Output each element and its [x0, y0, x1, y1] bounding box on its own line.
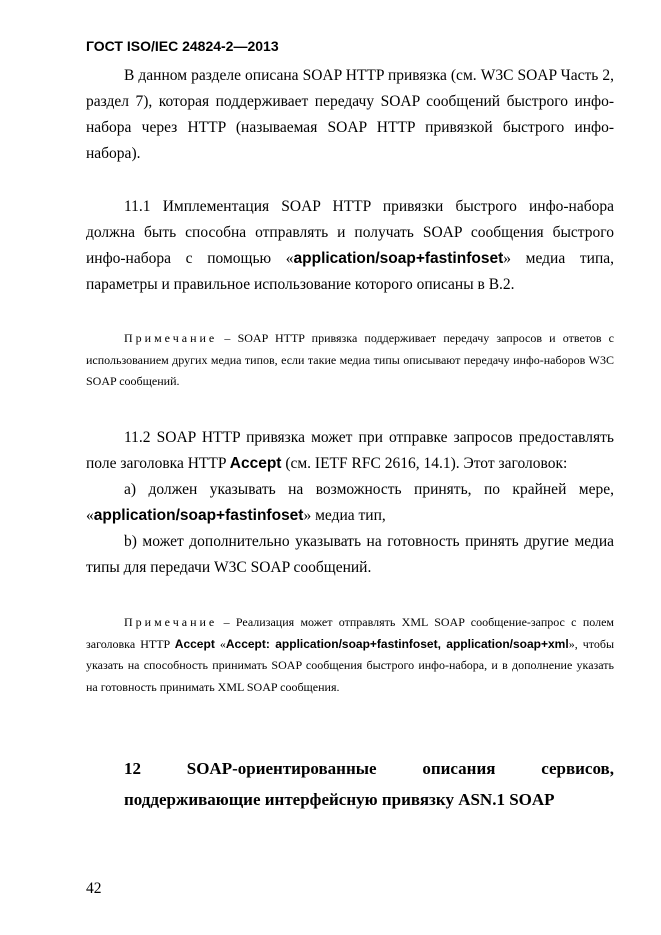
- note-1-text: [86, 328, 614, 393]
- clause-11-1: [86, 194, 614, 298]
- intro-text: В данном разделе описана SOAP HTTP привязка (см. W3C SOAP Часть 2, раздел 7), которая поддерживает передачу SOAP сообщений быстрого инфо-набора через HTTP (называемая SOAP HTTP привязкой быстрого инфо-набора).: [86, 67, 614, 162]
- section-12-word2: описания: [422, 759, 496, 778]
- item-a-mime: application/soap+fastinfoset: [93, 507, 304, 524]
- clause-11-2-item-a: [86, 477, 614, 529]
- clause-11-2-part2: (см. IETF RFC 2616, 14.1). Этот заголовок:: [281, 455, 568, 472]
- intro-paragraph: [86, 63, 614, 167]
- clause-11-2-item-b: b) может дополнительно указывать на готовность принять другие медиа типы для передачи W3C SOAP сообщений.: [86, 533, 614, 576]
- page-number: 42: [86, 880, 102, 897]
- note-2: [86, 612, 614, 698]
- note-2-text: [86, 612, 614, 698]
- clause-11-2-text: [86, 425, 614, 477]
- clause-11-2-part1: 11.2 SOAP HTTP привязка может при отправке запросов предоставлять поле заголовка HTTP: [86, 429, 614, 472]
- note-2-part2: «: [214, 636, 226, 651]
- clause-11-2: [86, 425, 614, 581]
- note-1-body: – SOAP HTTP привязка поддерживает передачу запросов и ответов с использованием других медиа типов, если такие медиа типы описывают передачу инфо-наборов W3C SOAP сообщений.: [86, 331, 614, 388]
- item-a-part2: » медиа тип,: [303, 507, 386, 524]
- clause-11-1-part2: » медиа типа, параметры и правильное использование которого описаны в В.2.: [86, 250, 614, 293]
- note-2-part1: – Реализация может отправлять XML SOAP сообщение-запрос с полем заголовка HTTP: [86, 615, 614, 651]
- clause-11-1-part1: 11.1 Имплементация SOAP HTTP привязки быстрого инфо-набора должна быть способна отправлять и получать SOAP сообщения быстрого инфо-набора с помощью «: [86, 198, 614, 267]
- note-2-accept-value: Accept: application/soap+fastinfoset, application/soap+xml: [225, 636, 569, 651]
- section-12-heading: [124, 753, 614, 815]
- note-1-label: Примечание: [124, 331, 218, 345]
- section-12-number: 12: [124, 759, 141, 778]
- clause-11-1-text: [86, 194, 614, 298]
- item-a-part1: а) должен указывать на возможность принять, по крайней мере, «: [86, 481, 614, 524]
- section-12-heading-line2: поддерживающие интерфейсную привязку ASN.1 SOAP: [124, 790, 555, 809]
- accept-header-name: Accept: [229, 455, 282, 472]
- section-12-word3: сервисов,: [541, 759, 614, 778]
- mime-type-fastinfoset: application/soap+fastinfoset: [293, 250, 504, 267]
- note-2-part3: », чтобы указать на способность принимать SOAP сообщения быстрого инфо-набора, и в дополнение указать на готовность принимать XML SOAP сообщения.: [86, 636, 615, 694]
- note-1: [86, 328, 614, 393]
- section-12-word1: SOAP-ориентированные: [186, 759, 377, 778]
- note-2-label: Примечание: [124, 615, 218, 629]
- note-2-accept: Accept: [174, 636, 215, 651]
- document-header: ГОСТ ISO/IEC 24824-2—2013: [86, 38, 279, 54]
- section-12-heading-line1: [124, 753, 614, 784]
